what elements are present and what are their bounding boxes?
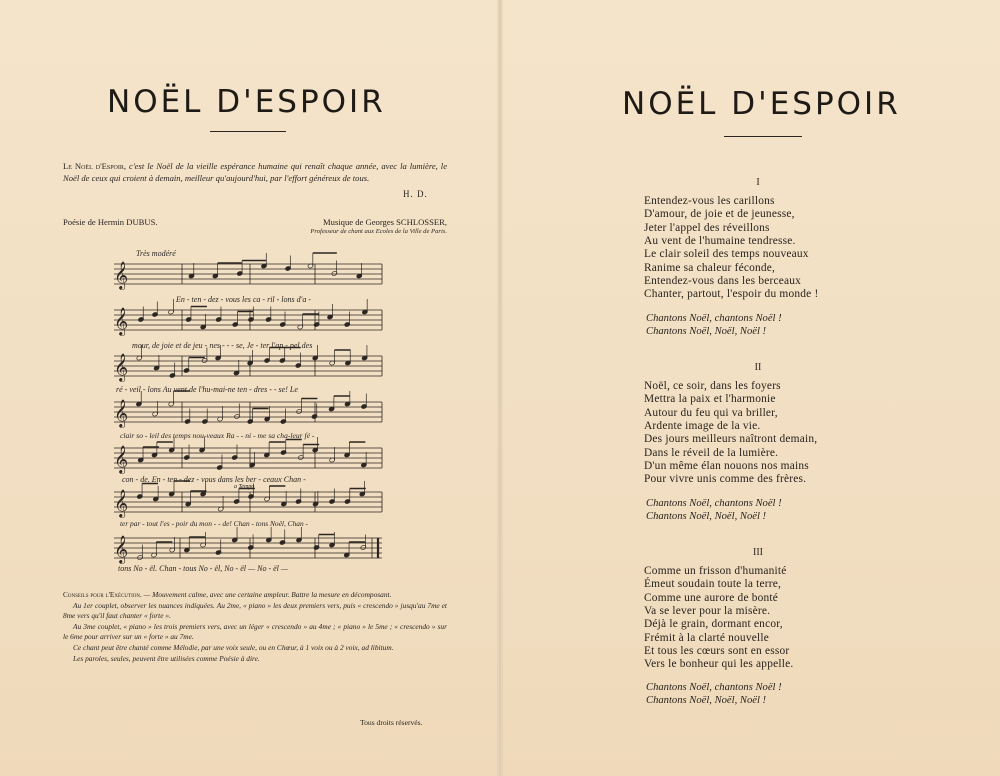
treble-clef-icon: 𝄞: [114, 445, 129, 473]
refrain-line: Chantons Noël, Noël, Noël !: [646, 326, 767, 338]
refrain-line: Chantons Noël, chantons Noël !: [646, 313, 782, 324]
score-lyric-line: mour, de joie et de jeu - nes - - - se, Je - ter l'ap - pel des: [132, 341, 313, 350]
verse-line: Comme un frisson d'humanité: [644, 565, 787, 577]
advice-para-5: Les paroles, seules, peuvent être utilisées comme Poésie à dire.: [73, 653, 260, 663]
score-lyric-line: ter par - tout l'es - poir du mon - - de! Chan - tons Noël, Chan -: [120, 519, 308, 528]
intro-paragraph: [63, 160, 447, 184]
verse-line: Pour vivre unis comme des frères.: [644, 473, 807, 486]
verse-line: D'un même élan nouons nos mains: [644, 460, 809, 473]
refrain-line: Chantons Noël, chantons Noël !: [646, 682, 782, 693]
treble-clef-icon: 𝄞: [114, 489, 129, 517]
staff: [114, 261, 382, 290]
verse-line: Noël, ce soir, dans les foyers: [644, 380, 781, 392]
advice-para-3: Au 3me couplet, « piano » les trois premiers vers, avec un léger « crescendo » au 4me ; « piano » le 5me ; « crescendo » sur le 6me pour arriver sur un « forte » au 7me.: [63, 621, 447, 642]
score-a-tempo: a Tempo: [234, 484, 255, 490]
stanza-number: II: [754, 362, 762, 373]
advice-line-1: — Mouvement calme, avec une certaine ampleur. Battre la mesure en décomposant.: [141, 590, 392, 599]
staff: [114, 399, 382, 428]
stanza-verse: [644, 565, 944, 672]
verse-line: Entendez-vous dans les berceaux: [644, 275, 802, 288]
left-title-rule: [210, 131, 286, 132]
verse-line: Autour du feu qui va briller,: [644, 406, 778, 419]
treble-clef-icon: 𝄞: [114, 535, 129, 563]
poet-credit: Poésie de Hermin DUBUS.: [63, 217, 158, 227]
verse-line: Entendez-vous les carillons: [644, 195, 775, 207]
verse-line: Jeter l'appel des réveillons: [644, 221, 770, 234]
score-lyric-line: ré - veil - lons Au vent de l'hu-mai-ne ten - dres - - se! Le: [116, 385, 298, 394]
right-page-title: NOËL D'ESPOIR: [622, 86, 901, 122]
left-page-title: NOËL D'ESPOIR: [107, 84, 386, 120]
treble-clef-icon: 𝄞: [114, 399, 129, 427]
verse-line: Mettra la paix et l'harmonie: [644, 393, 776, 406]
rights-notice: Tous droits réservés.: [360, 718, 423, 727]
verse-line: Ardente image de la vie.: [644, 420, 761, 433]
verse-line: D'amour, de joie et de jeunesse,: [644, 208, 795, 221]
staff: [114, 535, 382, 564]
stanza-refrain: [646, 497, 946, 524]
composer-title: Professeur de chant aux Ecoles de la Ville de Paris.: [310, 228, 447, 235]
score-tempo: Très modéré: [136, 249, 176, 258]
refrain-line: Chantons Noël, Noël, Noël !: [646, 695, 767, 707]
performance-advice: [63, 590, 447, 664]
verse-line: Des jours meilleurs naîtront demain,: [644, 433, 818, 446]
verse-line: Dans le réveil de la lumière.: [644, 446, 779, 459]
advice-para-4: Ce chant peut être chanté comme Mélodie, par une voix seule, ou en Chœur, à 1 voix ou à 2 voix, ad libitum.: [73, 642, 394, 652]
stanza-refrain: [646, 681, 946, 708]
refrain-line: Chantons Noël, Noël, Noël !: [646, 511, 767, 523]
verse-line: Déjà le grain, dormant encor,: [644, 618, 783, 631]
treble-clef-icon: 𝄞: [114, 261, 129, 289]
stanza-refrain: [646, 312, 946, 339]
advice-para-2: Au 1er couplet, observer les nuances indiquées. Au 2me, « piano » les deux premiers vers, puis « crescendo » jusqu'au 7me et 8me vers qu'il faut chanter « forte ».: [63, 600, 447, 621]
score-lyric-line: tons No - ël. Chan - tous No - ël, No - ël — No - ël —: [118, 564, 288, 573]
stanza-verse: [644, 380, 944, 487]
intro-name: Le Noël d'Espoir,: [63, 161, 127, 171]
refrain-line: Chantons Noël, chantons Noël !: [646, 498, 782, 509]
staff: [114, 445, 382, 474]
score-lyric-line: clair so - leil des temps nou-veaux Ra - - ni - me sa cha-leur fé -: [120, 431, 315, 440]
intro-text: c'est le Noël de la vieille espérance humaine qui renaît chaque année, avec la lumière, le Noël de ceux qui croient à demain, meilleur qu'aujourd'hui, par l'effort généreux de tous.: [63, 161, 448, 183]
advice-label: Conseils pour l'Exécution.: [63, 590, 142, 599]
treble-clef-icon: 𝄞: [114, 353, 129, 381]
verse-line: Émeut soudain toute la terre,: [644, 578, 782, 591]
verse-line: Chanter, partout, l'espoir du monde !: [644, 288, 819, 301]
stanza-number: I: [756, 177, 760, 188]
verse-line: Et tous les cœurs sont en essor: [644, 645, 790, 658]
verse-line: Au vent de l'humaine tendresse.: [644, 235, 796, 248]
composer-credit: Musique de Georges SCHLOSSER,: [323, 217, 447, 227]
verse-line: Va se lever pour la misère.: [644, 605, 771, 618]
treble-clef-icon: 𝄞: [114, 307, 129, 335]
page-fold: [497, 0, 503, 776]
score-lyric-line: En - ten - dez - vous les ca - ril - lons d'a -: [176, 295, 312, 304]
intro-initials: H. D.: [403, 189, 428, 199]
verse-line: Ranime sa chaleur féconde,: [644, 261, 776, 274]
score-lyric-line: con - de. En - ten - dez - vous dans les ber - ceaux Chan -: [122, 475, 306, 484]
staff: [114, 489, 382, 518]
advice-para-1: [63, 590, 447, 601]
music-score: [110, 244, 386, 574]
verse-line: Frémit à la clarté nouvelle: [644, 631, 769, 644]
stanza-number: III: [753, 547, 763, 558]
verse-line: Vers le bonheur qui les appelle.: [644, 658, 794, 671]
stanza-verse: [644, 195, 944, 302]
verse-line: Le clair soleil des temps nouveaux: [644, 248, 809, 261]
right-title-rule: [724, 136, 802, 137]
verse-line: Comme une aurore de bonté: [644, 591, 779, 604]
